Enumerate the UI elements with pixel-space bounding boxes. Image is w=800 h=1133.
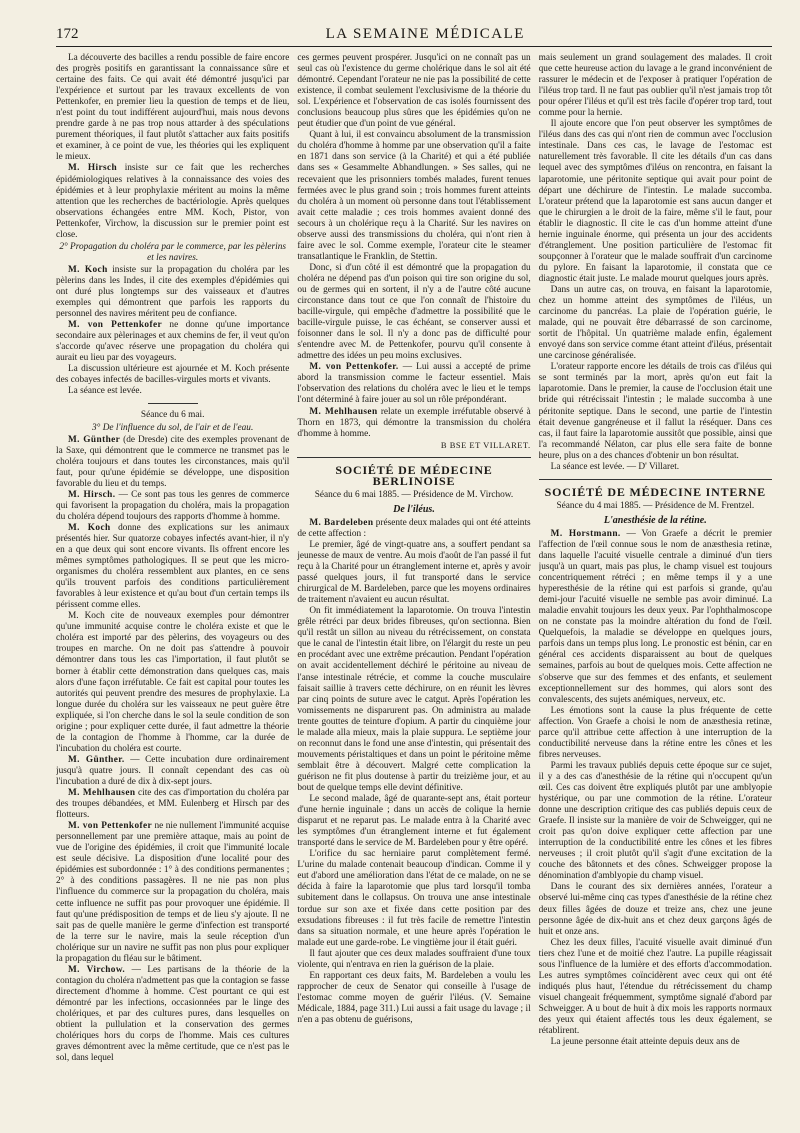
paragraph-text: — Les partisans de la théorie de la contagion du choléra n'admettent pas que la contagion se fasse directement d'homme à homme. C'est pourtant ce qui est démontré par les infections, occasionnées par le linge des cholériques, et par des cultures pures, dans lesquelles on obtient la pullulation et la conservation des germes cholériques hors du corps de l'homme. Mais ces cultures graves démontrent avec la même certitude, que ce n'est pas le sol, dans lequel (56, 964, 290, 1064)
speaker-name: M. Horstmann. (550, 528, 621, 539)
paragraph: Donc, si d'un côté il est démontré que la propagation du choléra ne dépend pas d'un poison qui tire son origine du sol, ou de germes qui en sortent, il n'y a de l'autre côté aucune circonstance dans tout ce que l'on connaît de l'histoire du bacille-virgule, qui empêche d'admettre la possibilité que le bacille-virgule puisse, le cas échéant, se conserver aussi et foisonner dans le sol. Il n'y a donc pas de difficulté pour s'entendre avec M. de Pettenkofer, pourvu qu'il consente à admettre des idées un peu moins exclusives. (297, 262, 531, 362)
article-subhead: De l'iléus. (393, 503, 435, 515)
speaker-name: M. Mehlhausen (68, 788, 136, 799)
paragraph-text: — Lui aussi a accepté de prime abord la transmission comme le facteur essentiel. Mais l'observation des relations du choléra avec le lieu et le temps l'ont déterminé à faire jouer au sol un rôle prépondérant. (297, 362, 531, 406)
speaker-name: M. Koch (68, 264, 108, 275)
speaker-name: M. Koch (68, 522, 111, 533)
paragraph (56, 821, 289, 965)
paragraph: Chez les deux filles, l'acuité visuelle avait diminué d'un tiers chez l'une et de moitié chez l'autre. La pupille réagissait sous l'influence de la lumière et des efforts d'accommodation. Les autres symptômes coïncidèrent avec ceux qui ont été indiqués plus haut, l'étendue du rétrécissement du champ visuel changeait fréquemment, symptôme signalé d'abord par Schweigger. A u bout de huit à dix mois les rapports normaux des yeux qui étaient affectés tous les deux également, se rétablirent. (538, 937, 772, 1037)
paragraph (297, 518, 530, 540)
paragraph: Parmi les travaux publiés depuis cette époque sur ce sujet, il y a des cas d'anesthésie de la rétine qui n'occupent qu'un œil. Ces cas doivent être expliqués plutôt par une amblyopie hystérique, ou par une commotion de la rétine. L'orateur donne une description critique des cas publiés depuis ceux de Graefe. Il insiste sur la manière de voir de Schweigger, qui ne croit pas qu'on doive expliquer cette affection par une interruption de la conductibilité entre les cônes et les fibres nerveuses ; il croit plutôt qu'il s'agit d'une excitation de la couche des bâtonnets et des cônes. Schweigger propose la dénomination d'amblyopie du champ visuel. (538, 760, 772, 882)
paragraph (539, 529, 772, 706)
paragraph-text: cite des cas d'importation du choléra par des troupes débandées, et MM. Eulenberg et Hirsch par des flotteurs. (56, 788, 290, 821)
paragraph: Les émotions sont la cause la plus fréquente de cette affection. Von Graefe a choisi le nom de anæsthesia retinæ, parce qu'il attribue cette affection à une interruption de la conductibilité nerveuse dans la rétine entre les cônes et les fibres nerveuses. (538, 705, 772, 760)
speaker-name: M. von Pettenkofer (68, 821, 153, 832)
paragraph (297, 362, 530, 406)
paragraph (297, 407, 530, 440)
speaker-name: M. von Pettenkofer. (309, 362, 399, 373)
paragraph-text: relate un exemple irréfutable observé à Thorn en 1873, qui démontre la transmission du choléra d'homme à homme. (297, 406, 531, 439)
paragraph (56, 490, 289, 523)
column-3 (539, 53, 772, 1133)
column-1 (56, 53, 289, 1133)
paragraph: ces germes peuvent prospérer. Jusqu'ici on ne connaît pas un seul cas où l'existence du germe cholérique dans le sol ait été démontré. Cependant l'orateur ne nie pas la possibilité de cette existence, il combat seulement l'exclusivisme de la théorie du sol. L'expérience et l'observation de cas isolés fournissent des conclusions beaucoup plus sûres que les épidémies qu'on ne peut étudier que d'un point de vue général. (297, 53, 531, 130)
paragraph-text: donne des explications sur les animaux présentés hier. Sur quatorze cobayes infectés avant-hier, il n'y en a que deux qui sont encore vivants. Ils offrent encore les mêmes symptômes pathologiques. Il se peut que les micro-organismes du choléra ressemblent aux plantes, en ce sens qu'ils trouvent parfois des conditions particulièrement favorables à leur existence et qu'au bout d'un certain temps ils périssent comme elles. (56, 522, 290, 611)
paragraph-text: — Von Graefe a décrit le premier l'affection de l'œil connue sous le nom de anæsthesia retinæ, dans laquelle l'acuité visuelle centrale a diminué d'un tiers jusqu'à un quart, mais pas plus, le champ visuel est toujours concentriquement rétréci ; en même temps il y a une hyperesthésie de la rétine qui est parfois si grande, qu'au demi-jour l'acuité visuelle ne semble pas avoir diminué. La maladie envahit toujours les deux yeux. Par l'ophthalmoscope on ne constate pas la moindre altération du fond de l'œil. Quelquefois, la maladie se développe en quelques jours, parfois dans un temps plus long. Le pronostic est bénin, car en général ces accidents disparaissent au bout de quelques semaines, parfois au bout de quelques mois. Cette affection ne s'observe que sur des femmes et des enfants, et seulement exceptionnellement sur des hommes, qui alors sont des convalescents, des sujets anémiques, nerveux, etc. (538, 528, 772, 705)
paragraph: Quant à lui, il est convaincu absolument de la transmission du choléra d'homme à homme par une observation qu'il a faite en 1871 dans son service (à la Charité) et qui a été publiée dans ses « Gesammelte Abhandlungen. » Ses salles, qui ne recevaient que les prisonniers tombés malades, furent tenues fermées avec le plus grand soin ; trois hommes furent atteints du choléra à un moment où personne dans tout l'établissement avait cette maladie ; ces trois hommes avaient donné des secours à un cholérique reçu à la Charité. Sur les navires on observe aussi des transmissions du choléra, qui n'ont rien à faire avec le sol. Comme exemple, l'orateur cite le steamer transatlantique le Franklin, de Stettin. (297, 130, 531, 262)
section-title: SOCIÉTÉ DE MÉDECINE BERLINOISE (297, 457, 530, 487)
session-date: Séance du 6 mai. (140, 410, 205, 421)
paragraph: Dans un autre cas, on trouva, en faisant la laparotomie, chez un homme atteint des symptômes de l'iléus, un carcinome du pancréas. La plaie de l'opération guérie, le malade, qui ne pouvait être débarrassé de son carcinome, sortit de l'hôpital. Un quatrième malade enfin, également envoyé dans son service comme étant atteint d'iléus, présentait une carcinose généralisée. (538, 284, 772, 362)
paragraph-text: ne donne qu'une importance secondaire aux pèlerinages et aux chemins de fer, il veut qu'on s'accorde qu'avec réserve une propagation du choléra qui aurait eu lieu par des voyageurs. (56, 320, 290, 364)
speaker-name: M. Virchow. (68, 964, 126, 975)
session-line: Séance du 6 mai 1885. — Présidence de M. Virchow. (314, 489, 514, 500)
paragraph: Le second malade, âgé de quarante-sept ans, était porteur d'une hernie inguinale ; dans un accès de colique la hernie disparut et ne reparut pas. Le malade entra à la Charité avec les symptômes d'un étranglement interne et fut également transporté dans le service de M. Bardeleben pour y être opéré. (297, 794, 531, 849)
paragraph (56, 163, 289, 240)
paragraph: Dans le courant des six dernières années, l'orateur a observé lui-même cinq cas types d'anesthésie de la rétine chez deux filles âgées de douze et treize ans, chez une jeune personne âgée de dix-huit ans et chez deux garçons âgés de huit et onze ans. (538, 882, 772, 937)
paragraph: Il ajoute encore que l'on peut observer les symptômes de l'iléus dans des cas qui n'ont rien de commun avec l'occlusion intestinale. Dans ces cas, le lavage de l'estomac est naturellement très favorable. Il cite les détails d'un cas dans lequel avec des symptômes d'iléus on rencontra, en faisant la laparotomie, une péritonite septique qui avait pour point de départ une déchirure de l'intestin. Le malade succomba. L'orateur prétend que la laparotomie est sans aucun danger et que le chirurgien a le droit de la faire, même s'il le faut, pour établir le diagnostic. Il cite le cas d'un homme atteint d'une hernie inguinale énorme, qui présenta un jour des accidents d'étranglement. Une position particulière de l'estomac fit soupçonner à l'orateur que le malade souffrait d'un carcinome du pylore. En faisant la laparotomie, il constata que ce diagnostic était juste. Le malade mourut quelques jours après. (538, 119, 772, 284)
paragraph: La séance est levée. (68, 386, 142, 397)
paragraph (56, 523, 289, 611)
paragraph-text: insiste sur ce fait que les recherches épidémiologiques relatives à la connaissance des voies des épidémies et à leur prophylaxie méritent au moins la même attention que les recherches de bactériologie. Après quelques observations échangées entre MM. Koch, Pistor, von Pettenkofer, Virchow, la discussion sur le premier point est close. (56, 163, 290, 240)
text-columns (56, 53, 772, 1133)
paragraph: L'orifice du sac herniaire parut complètement fermé. L'urine du malade contenait beaucoup d'indican. Comme il y eut d'abord une amélioration dans l'état de ce malade, on ne se décida à faire la laparotomie que plus tard lorsqu'il tomba subitement dans le collapsus. On trouva une anse intestinale tordue sur son axe et fixée dans cette position par des exsudations fibreuses : il fut très facile de remettre l'intestin dans sa situation normale, et une heure après l'opération le malade eut une garde-robe. Le vingtième jour il était guéri. (297, 849, 531, 948)
paragraph-text: insiste sur la propagation du choléra par les pèlerins dans les Indes, il cite des exemples d'épidémies qui ont duré plus longtemps sur des vaisseaux et d'autres exemples qui démontrent que parfois les rapports du personnel des navires méritent peu de confiance. (56, 264, 290, 320)
section-title: SOCIÉTÉ DE MÉDECINE INTERNE (539, 479, 772, 498)
speaker-name: M. Bardeleben (309, 517, 374, 528)
paragraph: En rapportant ces deux faits, M. Bardeleben a voulu les rapprocher de ceux de Senator qui conseille à l'usage de l'estomac comme moyen de guérir l'iléus. (V. Semaine Médicale, 1884, page 311.) Lui aussi a fait usage du lavage ; il n'en a pas obtenu de guérisons, (297, 970, 531, 1025)
paragraph (56, 788, 289, 821)
paragraph: On fit immédiatement la laparotomie. On trouva l'intestin grêle rétréci par deux brides fibreuses, qu'on sectionna. Bien qu'il restât un sillon au niveau du rétrécissement, on constata que le canal de l'intestin était libre, on l'élargit du reste un peu en procédant avec une extrême précaution. Pendant l'opération on avait accidentellement déchiré le péritoine au niveau de l'anse intestinale rétrécie, et comme la couche musculaire faisait saillie à travers cette déchirure, on en réunit les lèvres par cinq points de suture avec le catgut. Après l'opération les vomissements ne disparurent pas. On administra au malade trente gouttes de teinture d'opium. A partir du cinquième jour le malade alla mieux, mais la plaie suppura. Le septième jour on reconnut dans le fond une anse d'intestin, qui présentait des mouvements péristaltiques et dans un point le péritoine même semblait être à découvert. Malgré cette complication la guérison ne fit plus doutense à partir du treizième jour, et au bout de quelque temps elle devint définitive. (297, 606, 531, 793)
topic-heading: 2° Propagation du choléra par le commerce, par les pèlerins et les navires. (59, 241, 286, 263)
paragraph-text: — Cette incubation dure ordinairement jusqu'à quatre jours. Il connaît cependant des cas où l'incubation a duré de dix à dix-sept jours. (56, 754, 290, 787)
paragraph: M. Koch cite de nouveaux exemples pour démontrer qu'une immunité acquise contre le choléra existe et que le choléra est importé par des pèlerins, des voyageurs ou des troupes en marche. On ne doit pas s'attendre à pouvoir démontrer dans tous les cas l'importation, il faut plutôt se borner à établir cette démonstration dans quelques cas, mais alors d'une façon irréfutable. Ce fait est capital pour toutes les autorités qui peuvent prendre des mesures de prophylaxie. La longue durée du choléra sur les vaisseaux ne peut guère être expliquée, si l'on cherche dans le sol la seule condition de son origine ; pour expliquer cette durée, il faut admettre la théorie de la contagion de l'homme à l'homme, car la durée de l'incubation du choléra est courte. (56, 611, 290, 754)
paragraph: Il faut ajouter que ces deux malades souffraient d'une toux violente, qui n'entrava en rien la guérison de la plaie. (297, 948, 531, 970)
paragraph: La jeune personne était atteinte depuis deux ans de (550, 1037, 740, 1048)
paragraph: L'orateur rapporte encore les détails de trois cas d'iléus qui se sont terminés par la mort, après qu'on eut fait la laparotomie. Dans le premier, la cause de l'occlusion était une bride qui rétrécissait l'intestin ; le malade succomba à une péritonite septique. Dans le second, une partie de l'intestin était devenue gangréneuse et il fallut la réséquer. Dans ces cas, il faut faire la laparotomie aussitôt que possible, ainsi que l'a recommandé Nélaton, car plus elle sera faite de bonne heure, plus on a des chances d'obtenir un bon résultat. (538, 362, 772, 461)
paragraph: La découverte des bacilles a rendu possible de faire encore des progrès positifs en garantissant la connaissance sûre et certaine des faits. Ce qui avait été démontré jusqu'ici par l'expérience et surtout par les travaux excellents de von Pettenkofer, en premier lieu la question de temps et de lieu, n'est point du tout indifférent aujourd'hui, mais nous devons prendre garde à ne pas trop nous attarder à des spéculations purement théoriques, il faut plutôt s'attacher aux faits positifs et examiner, à ce point de vue, les théories qui les expliquent le mieux. (56, 53, 290, 163)
speaker-name: M. von Pettenkofer (68, 320, 163, 331)
paragraph: La discussion ultérieure est ajournée et M. Koch présente des cobayes infectés de bacilles-virgules morts et vivants. (56, 364, 290, 386)
paragraph-text: — Ce sont pas tous les genres de commerce qui favorisent la propagation du choléra, mais la propagation du choléra dépend toujours des rapports d'homme à homme. (56, 489, 290, 522)
paragraph (56, 265, 289, 320)
paragraph (56, 320, 289, 364)
speaker-name: M. Günther (68, 434, 121, 445)
column-2 (297, 53, 530, 1133)
speaker-name: M. Hirsch. (68, 489, 116, 500)
speaker-name: M. Günther. (68, 754, 125, 765)
speaker-name: M. Mehlhausen (309, 406, 378, 417)
paragraph-text: ne nie nullement l'immunité acquise personnellement par une première attaque, mais au point de vue de l'origine des épidémies, il croit que l'immunité locale est seule décisive. La disposition d'une localité pour des épidémies est subordonnée : 1° à des conditions permanentes ; 2° à des conditions passagères. Il ne nie pas non plus l'influence du commerce sur la propagation du choléra, mais cette influence ne suffit pas pour provoquer une épidémie. Il faut qu'une prédisposition de temps et de lieu s'y ajoute. Il ne sait pas de quelle manière le germe d'infection est transporté de la terre sur le navire, mais la seule réception d'un cholérique sur un navire ne suffit pas non plus pour expliquer la propagation du fléau sur le bâtiment. (56, 821, 290, 964)
paragraph-text: présente deux malades qui ont été atteints de cette affection : (297, 517, 531, 539)
author-signature: B BSE ET VILLARET. (440, 439, 531, 450)
page-number: 172 (56, 26, 79, 42)
paragraph: Le premier, âgé de vingt-quatre ans, a souffert pendant sa jeunesse de maux de ventre. Au mois d'août de l'an passé il fut reçu à la Charité pour un étranglement interne et, après y avoir passé quelques jours, il fut transporté dans le service chirurgical de M. Bardeleben, parce que les moyens ordinaires de traitement n'avaient eu aucun résultat. (297, 539, 531, 606)
running-header (56, 26, 772, 47)
paragraph (56, 965, 289, 1064)
article-subhead: L'anesthésie de la rétine. (603, 514, 707, 526)
paragraph: mais seulement un grand soulagement des malades. Il croit que cette heureuse action du lavage a le grand inconvénient de rassurer le médecin et de l'exposer à pratiquer l'opération de l'iléus trop tard. Il ne faut pas oublier qu'il n'est jamais trop tôt pour opérer l'iléus et qu'il est très facile d'opérer trop tard, tout comme pour la hernie. (538, 53, 772, 119)
paragraph-text: (de Dresde) cite des exemples provenant de la Saxe, qui démontrent que le commerce ne transmet pas le choléra toujours et dans toutes les circonstances, mais qu'il faut, pour qu'une épidémie se développe, une disposition favorable du lieu et du temps. (56, 434, 290, 489)
paragraph (56, 435, 289, 490)
session-line: Séance du 4 mai 1885. — Présidence de M. Frentzel. (556, 500, 755, 511)
paragraph (56, 755, 289, 788)
running-title: LA SEMAINE MÉDICALE (325, 26, 525, 42)
topic-heading: 3° De l'influence du sol, de l'air et de l'eau. (92, 422, 254, 433)
separator-rule (148, 403, 198, 404)
paragraph: La séance est levée. — D' Villaret. (550, 461, 680, 472)
speaker-name: M. Hirsch (68, 163, 118, 174)
